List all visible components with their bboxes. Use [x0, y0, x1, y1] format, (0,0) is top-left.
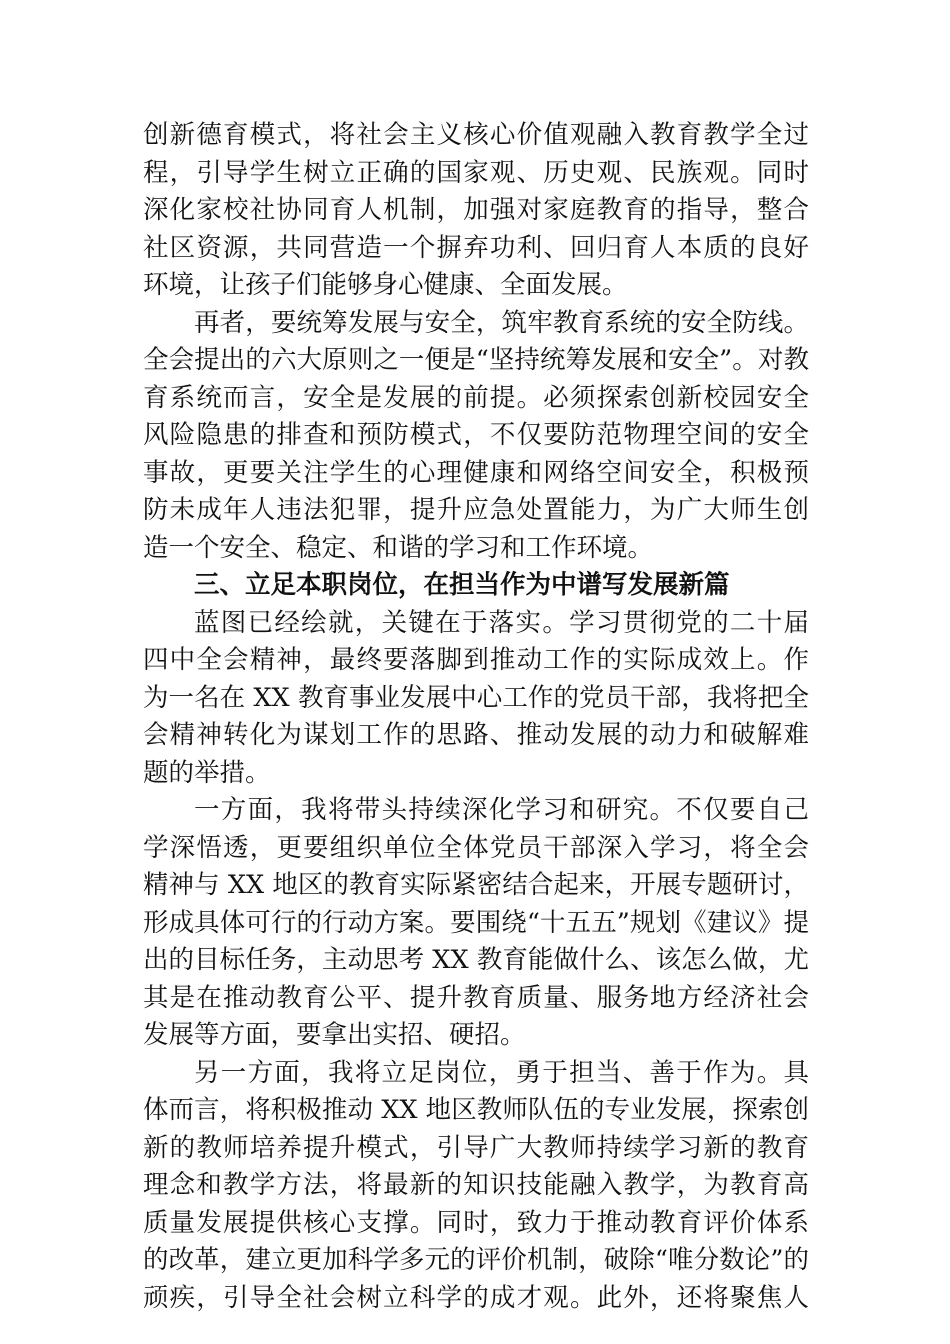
text-line: 出的目标任务，主动思考 XX 教育能做什么、该怎么做，尤	[143, 945, 809, 975]
text-line: 质量发展提供核心支撑。同时，致力于推动教育评价体系	[143, 1207, 809, 1238]
document-body	[143, 117, 809, 1317]
text-line: 的改革，建立更加科学多元的评价机制，破除“唯分数论”的	[143, 1245, 809, 1275]
text-line: 一方面，我将带头持续深化学习和研究。不仅要自己	[194, 795, 809, 825]
text-line: 理念和教学方法，将最新的知识技能融入教学，为教育高	[143, 1170, 809, 1200]
text-line: 环境，让孩子们能够身心健康、全面发展。	[143, 270, 628, 300]
text-line: 顽疾，引导全社会树立科学的成才观。此外，还将聚焦人	[143, 1282, 809, 1313]
text-line: 体而言，将积极推动 XX 地区教师队伍的专业发展，探索创	[143, 1095, 809, 1125]
text-line: 造一个安全、稳定、和谐的学习和工作环境。	[143, 532, 654, 563]
text-line: 另一方面，我将立足岗位，勇于担当、善于作为。具	[194, 1057, 809, 1088]
text-line: 为一名在 XX 教育事业发展中心工作的党员干部，我将把全	[143, 682, 809, 713]
text-line: 再者，要统筹发展与安全，筑牢教育系统的安全防线。	[194, 307, 809, 338]
text-line: 深化家校社协同育人机制，加强对家庭教育的指导，整合	[143, 195, 809, 225]
text-line: 形成具体可行的行动方案。要围绕“十五五”规划《建议》提	[143, 907, 809, 938]
text-line: 育系统而言，安全是发展的前提。必须探索创新校园安全	[143, 382, 809, 413]
text-line: 会精神转化为谋划工作的思路、推动发展的动力和破解难	[143, 720, 809, 750]
paragraph-continuation	[143, 117, 809, 305]
text-line: 学深悟透，更要组织单位全体党员干部深入学习，将全会	[143, 832, 809, 863]
text-line: 社区资源，共同营造一个摒弃功利、回归育人本质的良好	[143, 232, 809, 263]
text-line: 事故，更要关注学生的心理健康和网络空间安全，积极预	[143, 457, 809, 488]
text-line: 发展等方面，要拿出实招、硬招。	[143, 1020, 526, 1050]
text-line: 其是在推动教育公平、提升教育质量、服务地方经济社会	[143, 982, 809, 1013]
text-line: 题的举措。	[143, 757, 271, 788]
text-line: 程，引导学生树立正确的国家观、历史观、民族观。同时	[143, 157, 809, 188]
text-line: 创新德育模式，将社会主义核心价值观融入教育教学全过	[143, 120, 809, 150]
text-line: 全会提出的六大原则之一便是“坚持统筹发展和安全”。对教	[143, 345, 809, 375]
text-line: 风险隐患的排查和预防模式，不仅要防范物理空间的安全	[143, 420, 809, 450]
text-line: 新的教师培养提升模式，引导广大教师持续学习新的教育	[143, 1132, 809, 1163]
text-line: 蓝图已经绘就，关键在于落实。学习贯彻党的二十届	[194, 607, 809, 638]
heading-line: 三、立足本职岗位，在担当作为中谱写发展新篇	[194, 570, 730, 600]
section-heading	[143, 567, 809, 605]
paragraph-safety	[143, 305, 809, 568]
text-line: 四中全会精神，最终要落脚到推动工作的实际成效上。作	[143, 645, 809, 675]
paragraph-implementation	[143, 605, 809, 793]
text-line: 精神与 XX 地区的教育实际紧密结合起来，开展专题研讨，	[143, 870, 809, 900]
paragraph-action	[143, 1055, 809, 1318]
paragraph-study	[143, 792, 809, 1055]
text-line: 防未成年人违法犯罪，提升应急处置能力，为广大师生创	[143, 495, 809, 525]
